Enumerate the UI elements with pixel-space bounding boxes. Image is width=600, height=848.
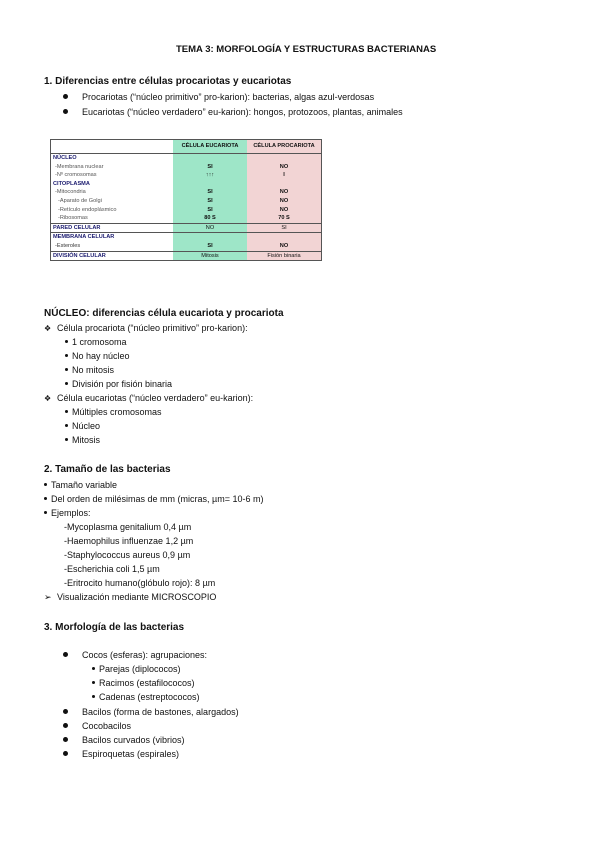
section1-heading: 1. Diferencias entre células procariotas y eucariotas bbox=[44, 76, 292, 87]
list-item-text: No hay núcleo bbox=[72, 351, 130, 361]
table-row bbox=[51, 233, 322, 242]
cell-prokaryote bbox=[247, 180, 322, 189]
bullet-icon bbox=[63, 751, 68, 756]
cell-eukaryote: SI bbox=[173, 206, 247, 215]
list-item bbox=[65, 365, 114, 375]
cell-eukaryote: NO bbox=[173, 223, 247, 233]
cell-eukaryote: SI bbox=[173, 197, 247, 206]
table-row bbox=[51, 180, 322, 189]
list-item bbox=[44, 508, 91, 518]
bullet-icon bbox=[44, 511, 47, 514]
cell-prokaryote: NO bbox=[247, 206, 322, 215]
cell-eukaryote: SI bbox=[173, 242, 247, 251]
bullet-icon bbox=[44, 497, 47, 500]
diamond-bullet-icon: ❖ bbox=[44, 394, 52, 403]
bullet-icon bbox=[63, 94, 68, 99]
nucleo-heading: NÚCLEO: diferencias célula eucariota y procariota bbox=[44, 308, 284, 319]
list-item-text: Cocobacilos bbox=[82, 721, 132, 731]
list-item-text: Bacilos curvados (vibrios) bbox=[82, 735, 185, 745]
cell-eukaryote: 80 S bbox=[173, 214, 247, 223]
list-item-text: Múltiples cromosomas bbox=[72, 407, 162, 417]
list-item-text: Célula eucariotas (“núcleo verdadero” eu-karion): bbox=[57, 393, 254, 403]
cell-prokaryote: NO bbox=[247, 163, 322, 172]
bullet-icon bbox=[92, 681, 95, 684]
sub-list-item bbox=[92, 664, 181, 674]
bullet-icon bbox=[65, 354, 68, 357]
list-item bbox=[63, 92, 374, 102]
list-item-text: 1 cromosoma bbox=[72, 337, 127, 347]
row-label: -Nº cromosomas bbox=[55, 172, 97, 179]
cell-prokaryote: SI bbox=[247, 223, 322, 233]
row-label: -Retículo endoplásmico bbox=[58, 206, 117, 213]
list-item-text: Visualización mediante MICROSCOPIO bbox=[57, 592, 217, 602]
list-item bbox=[63, 735, 185, 745]
sub-list-item bbox=[92, 678, 195, 688]
list-item-text: Parejas (diplococos) bbox=[99, 664, 181, 674]
row-label: PARED CELULAR bbox=[51, 223, 174, 233]
list-item bbox=[63, 107, 403, 117]
list-item-text: Racimos (estafilococos) bbox=[99, 678, 195, 688]
table-row bbox=[51, 171, 322, 180]
list-item-text: Espiroquetas (espirales) bbox=[82, 749, 180, 759]
cell-prokaryote: NO bbox=[247, 242, 322, 251]
list-item-text: Cadenas (estreptococos) bbox=[99, 692, 200, 702]
list-item bbox=[44, 592, 216, 603]
row-label: CITOPLASMA bbox=[53, 180, 90, 187]
cell-prokaryote: NO bbox=[247, 188, 322, 197]
row-label: -Esteroles bbox=[55, 242, 81, 249]
row-label: MEMBRANA CELULAR bbox=[51, 233, 174, 242]
list-item bbox=[63, 707, 239, 717]
list-item bbox=[65, 407, 162, 417]
cell-eukaryote bbox=[173, 180, 247, 189]
list-item bbox=[65, 379, 172, 389]
diamond-bullet-icon: ❖ bbox=[44, 324, 52, 333]
list-item bbox=[44, 393, 253, 403]
arrow-bullet-icon: ➢ bbox=[44, 592, 52, 602]
list-item-text: Núcleo bbox=[72, 421, 101, 431]
list-item bbox=[63, 749, 179, 759]
bullet-icon bbox=[65, 382, 68, 385]
bullet-icon bbox=[63, 709, 68, 714]
cell-prokaryote bbox=[247, 233, 322, 242]
row-label: -Aparato de Golgi bbox=[58, 197, 102, 204]
table-row bbox=[51, 154, 322, 163]
cell-eukaryote: SI bbox=[173, 188, 247, 197]
table-header-prokaryote: CÉLULA PROCARIOTA bbox=[247, 140, 322, 154]
cell-eukaryote bbox=[173, 233, 247, 242]
list-item-text: No mitosis bbox=[72, 365, 115, 375]
row-label: -Membrana nuclear bbox=[55, 163, 104, 170]
table-row bbox=[51, 197, 322, 206]
list-item-text: Del orden de milésimas de mm (micras, µm= 10-6 m) bbox=[51, 494, 264, 504]
list-item-text: Mitosis bbox=[72, 435, 101, 445]
table-row bbox=[51, 163, 322, 172]
list-item-text: Célula procariota (“núcleo primitivo” pro-karion): bbox=[57, 323, 248, 333]
list-item-text: Ejemplos: bbox=[51, 508, 91, 518]
table-row bbox=[51, 223, 322, 233]
bullet-icon bbox=[65, 410, 68, 413]
table-row bbox=[51, 188, 322, 197]
table-row bbox=[51, 206, 322, 215]
bullet-icon bbox=[63, 723, 68, 728]
cell-eukaryote: ↑↑↑ bbox=[173, 171, 247, 180]
bullet-icon bbox=[65, 438, 68, 441]
section2-heading: 2. Tamaño de las bacterias bbox=[44, 464, 171, 475]
example-item: -Haemophilus influenzae 1,2 µm bbox=[64, 536, 194, 546]
table-row bbox=[51, 242, 322, 251]
list-item-text: Bacilos (forma de bastones, alargados) bbox=[82, 707, 239, 717]
cell-prokaryote: 70 S bbox=[247, 214, 322, 223]
bullet-icon bbox=[63, 737, 68, 742]
bullet-icon bbox=[44, 483, 47, 486]
list-item bbox=[63, 721, 131, 731]
list-item bbox=[65, 421, 100, 431]
bullet-icon bbox=[63, 652, 68, 657]
list-item bbox=[44, 323, 248, 333]
row-label: DIVISIÓN CELULAR bbox=[51, 251, 174, 261]
example-item: -Mycoplasma genitalium 0,4 µm bbox=[64, 522, 192, 532]
list-item-text: Cocos (esferas): agrupaciones: bbox=[82, 650, 208, 660]
cell-prokaryote: I bbox=[247, 171, 322, 180]
example-item: -Eritrocito humano(glóbulo rojo): 8 µm bbox=[64, 578, 216, 588]
example-item: -Escherichia coli 1,5 µm bbox=[64, 564, 160, 574]
cell-prokaryote bbox=[247, 154, 322, 163]
bullet-icon bbox=[92, 667, 95, 670]
list-item bbox=[65, 337, 127, 347]
list-item-text: Eucariotas (“núcleo verdadero” eu-karion): hongos, protozoos, plantas, animales bbox=[82, 107, 403, 117]
list-item bbox=[65, 351, 130, 361]
table-header-eukaryote: CÉLULA EUCARIOTA bbox=[173, 140, 247, 154]
cell-eukaryote: Mitosis bbox=[173, 251, 247, 261]
bullet-icon bbox=[65, 368, 68, 371]
table-corner bbox=[51, 140, 174, 154]
cell-prokaryote: NO bbox=[247, 197, 322, 206]
cell-eukaryote bbox=[173, 154, 247, 163]
row-label: -Ribosomas bbox=[58, 215, 88, 222]
sub-list-item bbox=[92, 692, 200, 702]
table-header-row bbox=[51, 140, 322, 154]
list-item bbox=[44, 494, 264, 504]
row-label: -Mitocondria bbox=[55, 189, 86, 196]
list-item bbox=[44, 480, 117, 490]
page-title: TEMA 3: MORFOLOGÍA Y ESTRUCTURAS BACTERIANAS bbox=[176, 44, 437, 55]
row-label: NÚCLEO bbox=[51, 154, 174, 163]
list-item-text: Tamaño variable bbox=[51, 480, 118, 490]
list-item bbox=[63, 650, 207, 660]
example-item: -Staphylococcus aureus 0,9 µm bbox=[64, 550, 191, 560]
list-item-text: Procariotas (“núcleo primitivo” pro-karion): bacterias, algas azul-verdosas bbox=[82, 92, 375, 102]
list-item bbox=[65, 435, 100, 445]
comparison-table bbox=[50, 139, 322, 261]
cell-eukaryote: SI bbox=[173, 163, 247, 172]
bullet-icon bbox=[92, 695, 95, 698]
section3-heading: 3. Morfología de las bacterias bbox=[44, 622, 185, 633]
bullet-icon bbox=[63, 109, 68, 114]
table-row bbox=[51, 214, 322, 223]
list-item-text: División por fisión binaria bbox=[72, 379, 173, 389]
bullet-icon bbox=[65, 424, 68, 427]
cell-prokaryote: Fisión binaria bbox=[247, 251, 322, 261]
bullet-icon bbox=[65, 340, 68, 343]
table-row bbox=[51, 251, 322, 261]
